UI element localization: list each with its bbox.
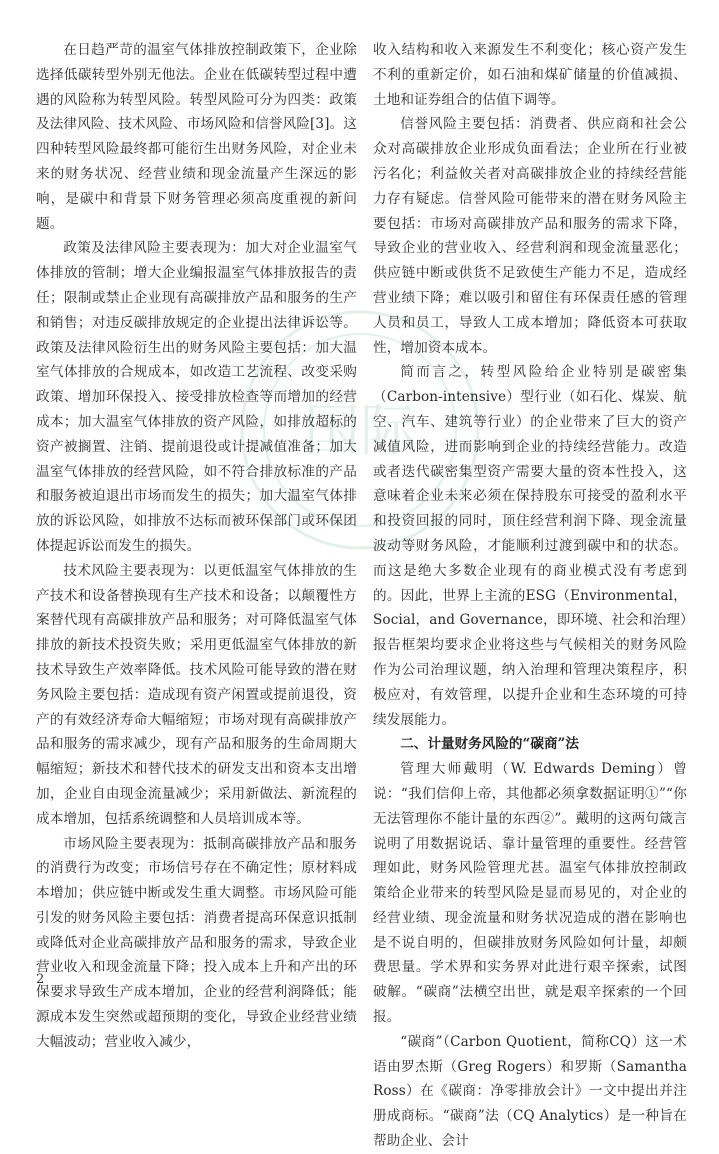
paragraph-summary-carbon-intensive: 简而言之，转型风险给企业特别是碳密集（Carbon-intensive）型行业（如石化、煤炭、航空、汽车、建筑等行业）的企业带来了巨大的资产减值风险，进而影响到企业的持续经营能力。改造或者迭代碳密集型资产需要大量的资本性投入，这意味着企业未来必须在保持股东可接受的盈利水平和投资回报的同时，顶住经营利润下降、现金流量波动等财务风险，才能顺利过渡到碳中和的状态。而这是绝大多数企业现有的商业模式没有考虑到的。因此，世界上主流的ESG（Environmental，Social，and Governance，即环境、社会和治理）报告框架均要求企业将这些与气候相关的财务风险作为公司治理议题，纳入治理和管理决策程序，积极应对，有效管理，以提升企业和生态环境的可持续发展能力。 — [373, 364, 687, 728]
right-column — [373, 38, 687, 1154]
paragraph-technology-risk: 技术风险主要表现为：以更低温室气体排放的生产技术和设备替换现有生产技术和设备；以颠覆性方案替代现有高碳排放产品和服务；对可降低温室气体排放的新技术投资失败；采用更低温室气体排放的新技术导致生产效率降低。技术风险可能导致的潜在财务风险主要包括：造成现有资产闲置或提前退役，资产的有效经济寿命大幅缩短；市场对现有高碳排放产品和服务的需求减少，现有产品和服务的生命周期大幅缩短；新技术和替代技术的研发支出和资本支出增加，企业自由现金流量减少；采用新做法、新流程的成本增加，包括系统调整和人员培训成本等。 — [36, 562, 357, 827]
paragraph-policy-legal-risk: 政策及法律风险主要表现为：加大对企业温室气体排放的管制；增大企业编报温室气体排放报告的责任；限制或禁止企业现有高碳排放产品和服务的生产和销售；对违反碳排放规定的企业提出法律诉讼等。政策及法律风险衍生出的财务风险主要包括：加大温室气体排放的合规成本，如改造工艺流程、改变采购政策、增加环保投入、接受排放检查等而增加的经营成本；加大温室气体排放的资产风险，如排放超标的资产被搁置、注销、提前退役或计提减值准备；加大温室气体排放的经营风险，如不符合排放标准的产品和服务被迫退出市场而发生的损失；加大温室气体排放的诉讼风险，如排放不达标而被环保部门或环保团体提起诉讼而发生的损失。 — [36, 240, 357, 554]
paragraph-carbon-quotient-definition: “碳商”（Carbon Quotient，简称CQ）这一术语由罗杰斯（Greg Rogers）和罗斯（Samantha Ross）在《碳商：净零排放会计》一文中提出并注册成商标。“碳商”法（CQ Analytics）是一种旨在帮助企业、会计 — [373, 1033, 687, 1150]
paragraph-intro-transition-risk: 在日趋严苛的温室气体排放控制政策下，企业除选择低碳转型外别无他法。企业在低碳转型过程中遭遇的风险称为转型风险。转型风险可分为四类：政策及法律风险、技术风险、市场风险和信誉风险[3]。这四种转型风险最终都可能衍生出财务风险，对企业未来的财务状况、经营业绩和现金流量产生深远的影响，是碳中和背景下财务管理必须高度重视的新问题。 — [36, 42, 357, 232]
left-column — [36, 38, 357, 1055]
svg-text:国际: 国际 — [304, 399, 416, 464]
section-heading-carbon-quotient: 二、计量财务风险的“碳商”法 — [400, 736, 579, 753]
paragraph-market-risk-continued: 收入结构和收入来源发生不利变化；核心资产发生不利的重新定价，如石油和煤矿储量的价值减损、土地和证券组合的估值下调等。 — [373, 42, 687, 108]
paragraph-reputation-risk: 信誉风险主要包括：消费者、供应商和社会公众对高碳排放企业形成负面看法；企业所在行业被污名化；利益攸关者对高碳排放企业的持续经营能力存有疑虑。信誉风险可能带来的潜在财务风险主要包括：市场对高碳排放产品和服务的需求下降，导致企业的营业收入、经营利润和现金流量恶化；供应链中断或供货不足致使生产能力不足，造成经营业绩下降；难以吸引和留住有环保责任感的管理人员和员工，导致人工成本增加；降低资本可获取性，增加资本成本。 — [373, 116, 687, 356]
paragraph-deming-quote: 管理大师戴明（W. Edwards Deming）曾说：“我们信仰上帝，其他都必须拿数据证明①”“你无法管理你不能计量的东西②”。戴明的这两句箴言说明了用数据说话、靠计量管理的重要性。经营管理如此，财务风险管理尤甚。温室气体排放控制政策给企业带来的转型风险是显而易见的，对企业的经营业绩、现金流量和财务状况造成的潜在影响也是不说自明的，但碳排放财务风险如何计量，却颇费思量。学术界和实务界对此进行艰辛探索，试图破解。“碳商”法横空出世，就是艰辛探索的一个回报。 — [373, 761, 687, 1026]
paragraph-market-risk: 市场风险主要表现为：抵制高碳排放产品和服务的消费行为改变；市场信号存在不确定性；原材料成本增加；供应链中断或发生重大调整。市场风险可能引发的财务风险主要包括：消费者提高环保意识抵制或降低对企业高碳排放产品和服务的需求，导致企业营业收入和现金流量下降；投入成本上升和产出的环保要求导致生产成本增加，企业的经营利润降低；能源成本发生突然或超预期的变化，导致企业经营业绩大幅波动；营业收入减少， — [36, 835, 357, 1050]
page-number: 2 — [36, 972, 45, 987]
